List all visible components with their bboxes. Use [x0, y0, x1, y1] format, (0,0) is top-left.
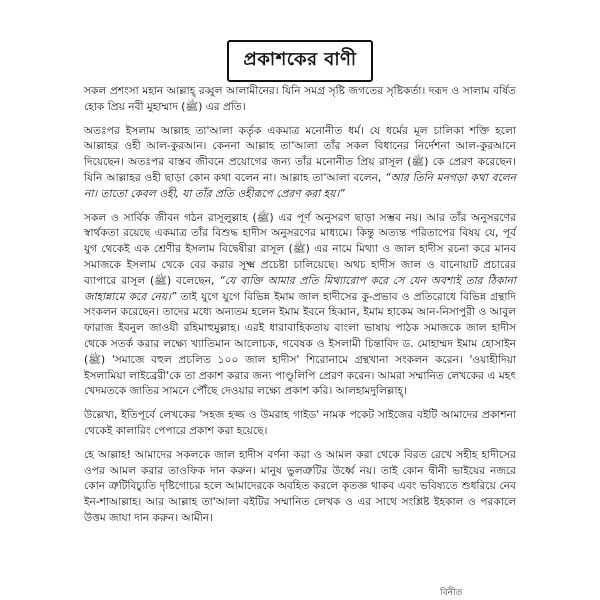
paragraph-prayer: হে আল্লাহ! আমাদের সকলকে জাল হাদীস বর্ণনা করা ও আমল করা থেকে বিরত রেখে সহীহ হাদীসের ওপর আমল করার তাওফিক দান করুন। মানুষ ভুলত্রুটির উর্ধ্বে নয়। তাই কোন দ্বীনী ভাইয়ের নজরে কোন ত্রুটিবিচ্যুতি দৃষ্টিগোচর হলে আমাদেরকে অবহিত করলে কৃতজ্ঞ থাকব এবং ভবিষ্যতে শুধরিয়ে নেব ইন-শাআল্লাহ। আর আল্লাহ তা'আলা বইটির সম্মানিত লেখক ও এর সাথে সংশ্লিষ্ট ইহকাল ও পরকালে উত্তম জাযা দান করুন। আমীন। — [84, 448, 516, 524]
paragraph-note: উল্লেখ্য, ইতিপূর্বে লেখকের 'সহজ হজ্জ ও উমরাহ গাইড' নামক পকেট সাইজের বইটি আমাদের প্রকাশনা থেকেই কালারিং পেপারে প্রকাশ করা হয়েছে। — [84, 409, 516, 437]
quran-quote: “আর তিনি মনগড়া কথা বলেন না। তাতো কেবল ওহী, যা তাঁর প্রতি ওহীরূপে প্রেরণ করা হয়।” — [84, 171, 516, 200]
paragraph-compilation-text: তাই যুগে যুগে বিভিন্ন ইমাম জাল হাদীসের কু-প্রভাব ও প্রতিরোধে বিভিন্ন গ্রন্থাদি সংকলন করেছেন। তাদের মধ্যে অন্যতম হলেন ইমাম ইবনে হিব্বান, ইমাম হাকেম আন-নিসাপুরী ও আবুল ফারাজ ইবনুল জাওযী রহিমাহুমুল্লাহ। এরই ধারাবাহিকতায় বাংলা ভাষায় পাঠক সমাজকে জাল হাদীস থেকে সতর্ক করার লক্ষ্যে খ্যাতিমান আলোচক, গবেষক ও ইসলামী চিন্তাবিদ ড. মোহাম্মদ ইমাম হোসাইন (ﷺ) 'সমাজে বহুল প্রচলিত ১০০ জাল হাদীস' শিরোনামে গ্রন্থখানা সংকলন করেন। 'ওয়াহীদিয়া ইসলামিয়া লাইব্রেরী'কে তা প্রকাশ করার জন্য পাণ্ডুলিপি প্রেরণ করেন। আমরা সম্মানিত লেখকের এ মহৎ খেদমতকে জাতির সামনে পৌঁছে দেওয়ার লক্ষ্যে প্রকাশ করি। আলহামদুলিল্লাহ্‌। — [84, 290, 516, 398]
paragraph-islam — [84, 124, 516, 203]
publisher-message-body — [84, 84, 516, 535]
hadith-quote: “যে ব্যক্তি আমার প্রতি মিথ্যারোপ করে সে যেন অবশ্যই তার ঠিকানা জাহান্নামে করে নেয়।” — [84, 274, 516, 303]
title-area — [0, 40, 600, 82]
page-title: প্রকাশকের বাণী — [227, 40, 372, 82]
paragraph-hadith-warning-text: সকল ও সার্বিক জীবন গঠন রাসূলুল্লাহ (ﷺ) এর পূর্ণ অনুসরণ ছাড়া সম্ভব নয়। আর তাঁর অনুসরণের স্বার্থকতা রয়েছে একমাত্র তাঁর বিশুদ্ধ হাদীস অনুসরণের মাধ্যমে। কিন্তু অত্যন্ত পরিতাপের বিষয় যে, পূর্ব যুগ থেকেই এক শ্রেণীর ইসলাম বিদ্বেষীরা রাসূল (ﷺ) এর নামে মিথ্যা ও জাল হাদীস রচনা করে মানব সমাজকে ইসলাম থেকে বের করার সূক্ষ্ম প্রচেষ্টা চালিয়েছে। অথচ হাদীস জাল ও বানোয়াট প্রচারের ব্যাপারে রাসূল (ﷺ) বলেছেন, — [84, 211, 516, 287]
paragraph-hadith-warning — [84, 211, 516, 401]
paragraph-islam-text: অতঃপর ইসলাম আল্লাহ তা'আলা কর্তৃক একমাত্র মনোনীত ধর্ম। যে ধর্মের মূল চালিকা শক্তি হলো আল্লাহর ওহী আল-কুরআন। কেননা আল্লাহ তা'আলা তাঁর সকল বিধানের নির্দেশনা আল-কুরআনে দিয়েছেন। অতঃপর বাস্তব জীবনে প্রয়োগের জন্য তাঁর মনোনীত প্রিয় রাসূল (ﷺ) কে প্রেরণ করেছেন। যিনি আল্লাহর ওহী ছাড়া কোন কথা বলেন না। আল্লাহ তা'আলা বলেন, — [84, 124, 516, 184]
paragraph-praise: সকল প্রশংসা মহান আল্লাহ্‌ রব্বুল আলামীনের। যিনি সমগ্র সৃষ্টি জগতের সৃষ্টিকর্তা। দরূদ ও সালাম বর্ষিত হোক প্রিয় নবী মুহাম্মাদ (ﷺ) এর প্রতি। — [84, 85, 516, 113]
signature-label: বিনীত — [440, 588, 463, 598]
